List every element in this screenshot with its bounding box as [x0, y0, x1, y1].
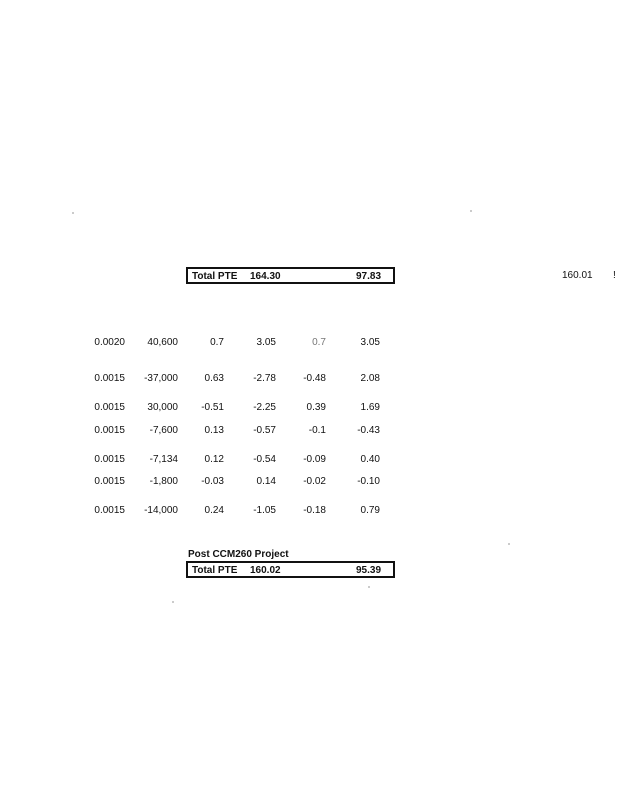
side-fragment: !: [613, 270, 616, 281]
table-cell: -2.78: [253, 373, 276, 384]
table-cell: 0.7: [312, 337, 326, 348]
scan-speck: [172, 601, 174, 603]
table-cell: -0.02: [303, 476, 326, 487]
scan-speck: [508, 543, 510, 545]
top-total-value-1: 164.30: [250, 271, 281, 282]
table-cell: 30,000: [147, 402, 178, 413]
post-project-heading: Post CCM260 Project: [188, 549, 289, 560]
scan-speck: [72, 212, 74, 214]
table-cell: -7,600: [149, 425, 178, 436]
table-cell: 1.69: [360, 402, 380, 413]
table-cell: 0.0015: [94, 454, 125, 465]
table-cell: -0.57: [253, 425, 276, 436]
bottom-total-value-1: 160.02: [250, 565, 281, 576]
table-cell: 0.14: [256, 476, 276, 487]
table-cell: 0.13: [204, 425, 224, 436]
table-row: [0, 402, 618, 416]
table-cell: 0.39: [306, 402, 326, 413]
table-cell: -0.1: [308, 425, 326, 436]
top-total-label: Total PTE: [192, 271, 238, 282]
scan-speck: [470, 210, 472, 212]
table-cell: -0.43: [357, 425, 380, 436]
bottom-total-value-2: 95.39: [356, 565, 382, 576]
table-row: [0, 425, 618, 439]
table-row: [0, 454, 618, 468]
table-cell: -14,000: [144, 505, 178, 516]
table-cell: -0.18: [303, 505, 326, 516]
table-row: [0, 505, 618, 519]
table-cell: -0.48: [303, 373, 326, 384]
table-row: [0, 476, 618, 490]
table-cell: 0.0020: [94, 337, 125, 348]
table-row: [0, 373, 618, 387]
table-cell: -0.03: [201, 476, 224, 487]
table-cell: 0.79: [360, 505, 380, 516]
table-cell: 0.0015: [94, 476, 125, 487]
table-cell: 3.05: [256, 337, 276, 348]
bottom-total-label: Total PTE: [192, 565, 238, 576]
top-total-value-2: 97.83: [356, 271, 382, 282]
table-cell: 0.0015: [94, 402, 125, 413]
table-cell: -1.05: [253, 505, 276, 516]
table-cell: -0.10: [357, 476, 380, 487]
table-cell: 3.05: [360, 337, 380, 348]
table-cell: 0.0015: [94, 373, 125, 384]
bottom-total-box: [186, 561, 395, 578]
table-cell: 0.63: [204, 373, 224, 384]
scan-speck: [368, 586, 370, 588]
table-cell: -37,000: [144, 373, 178, 384]
top-total-box: [186, 267, 395, 284]
table-cell: -0.51: [201, 402, 224, 413]
side-value: 160.01: [562, 270, 593, 281]
table-cell: 0.0015: [94, 505, 125, 516]
table-cell: 0.7: [210, 337, 224, 348]
table-cell: -2.25: [253, 402, 276, 413]
table-cell: -7,134: [149, 454, 178, 465]
table-cell: 0.40: [360, 454, 380, 465]
table-cell: -0.54: [253, 454, 276, 465]
table-cell: 0.12: [204, 454, 224, 465]
table-cell: 0.24: [204, 505, 224, 516]
table-cell: 40,600: [147, 337, 178, 348]
table-cell: 0.0015: [94, 425, 125, 436]
table-cell: -1,800: [149, 476, 178, 487]
table-cell: 2.08: [360, 373, 380, 384]
table-row: [0, 337, 618, 351]
table-cell: -0.09: [303, 454, 326, 465]
